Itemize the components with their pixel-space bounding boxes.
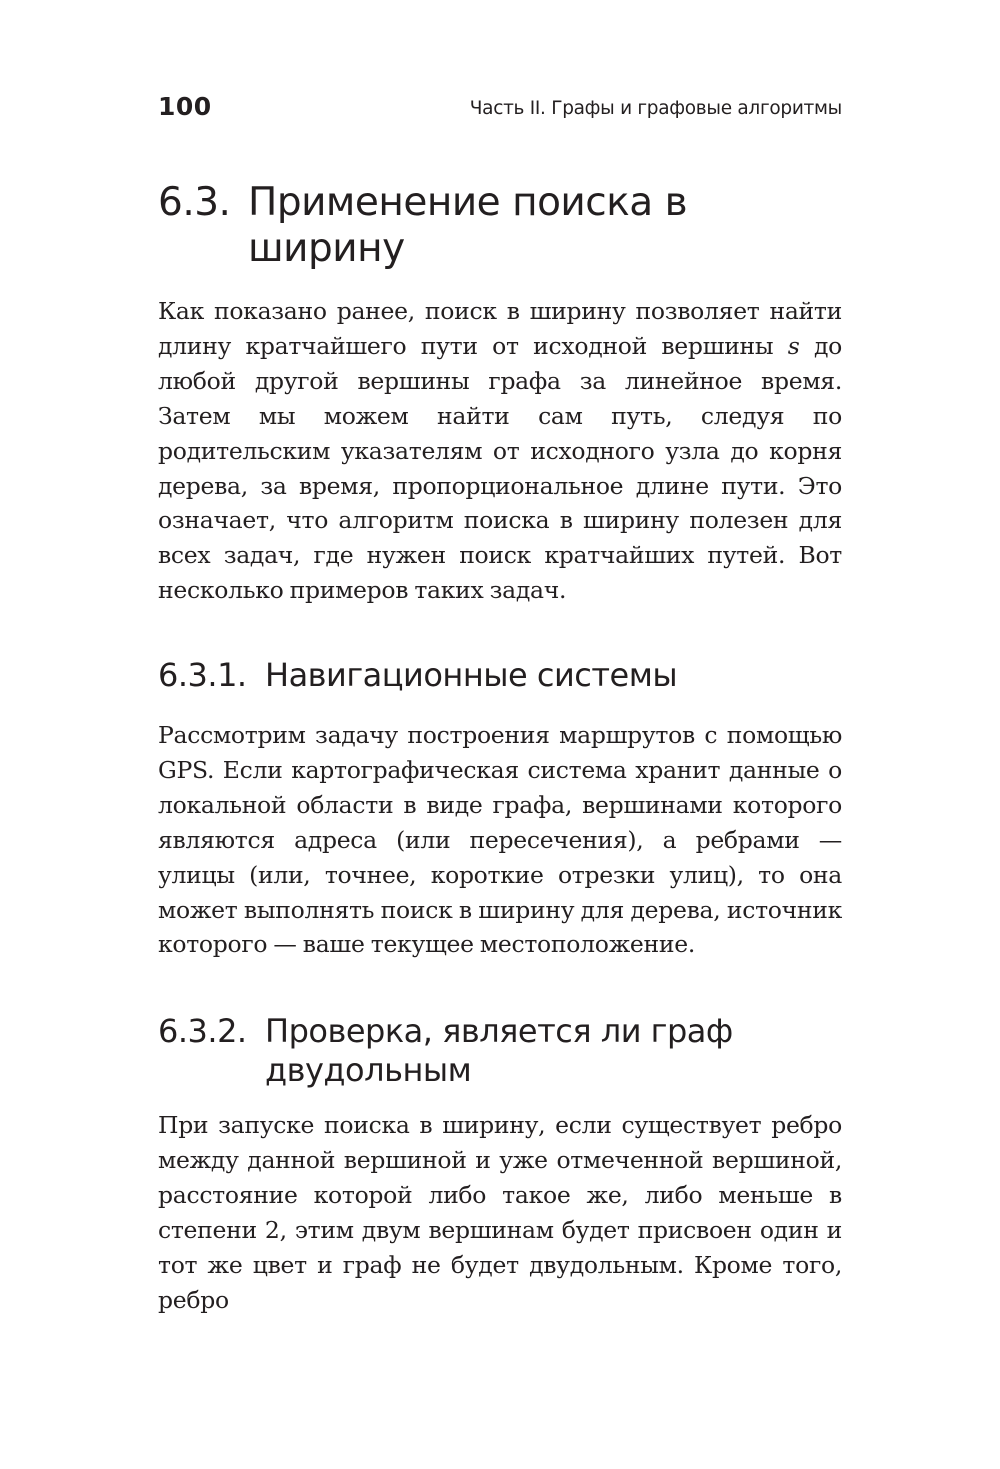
subsection-paragraph-bipartite: При запуске поиска в ширину, если существует ребро между данной вершиной и уже отмеченной вершиной, расстояние которой либо такое же, либо меньше в степени 2, этим двум вершинам будет присвоен один и тот же цвет и граф не будет двудольным. Кроме того, ребро <box>158 1111 842 1314</box>
subsection-paragraph-navigation: Рассмотрим задачу построения маршрутов с помощью GPS. Если картографическая система хранит данные о локальной области в виде графа, вершинами которого являются адреса (или пересечения), а ребрами — улицы (или, точнее, короткие отрезки улиц), то она может выполнять поиск в ширину для дерева, источник которого — ваше текущее местоположение. <box>158 721 842 959</box>
subsection-title: Навигационные системы <box>265 656 678 694</box>
intro-text-part-2: до любой другой вершины графа за линейное время. Затем мы можем найти сам путь, следуя по родительским указателям от исходного узла до корня дерева, за время, пропорциональное длине пути. Это означает, что алгоритм поиска в ширину полезен для всех задач, где нужен поиск кратчайших путей. Вот несколько примеров таких задач. <box>158 331 842 605</box>
intro-variable-s: s <box>787 331 800 360</box>
subsection-heading-navigation <box>158 656 825 695</box>
subsection-title: Проверка, является ли граф двудольным <box>265 1012 733 1089</box>
page-number: 100 <box>158 92 212 121</box>
section-title: Применение поиска в ширину <box>248 180 688 271</box>
section-intro-paragraph <box>158 294 842 608</box>
subsection-number: 6.3.1. <box>158 656 247 694</box>
subsection-number: 6.3.2. <box>158 1012 247 1050</box>
running-head: Часть II. Графы и графовые алгоритмы <box>469 98 842 119</box>
subsection-heading-bipartite <box>158 1012 825 1090</box>
page-header <box>158 88 842 132</box>
section-heading <box>158 180 808 272</box>
intro-text-part-1: Как показано ранее, поиск в ширину позволяет найти длину кратчайшего пути от исходной вершины <box>158 297 842 360</box>
section-number: 6.3. <box>158 180 231 225</box>
